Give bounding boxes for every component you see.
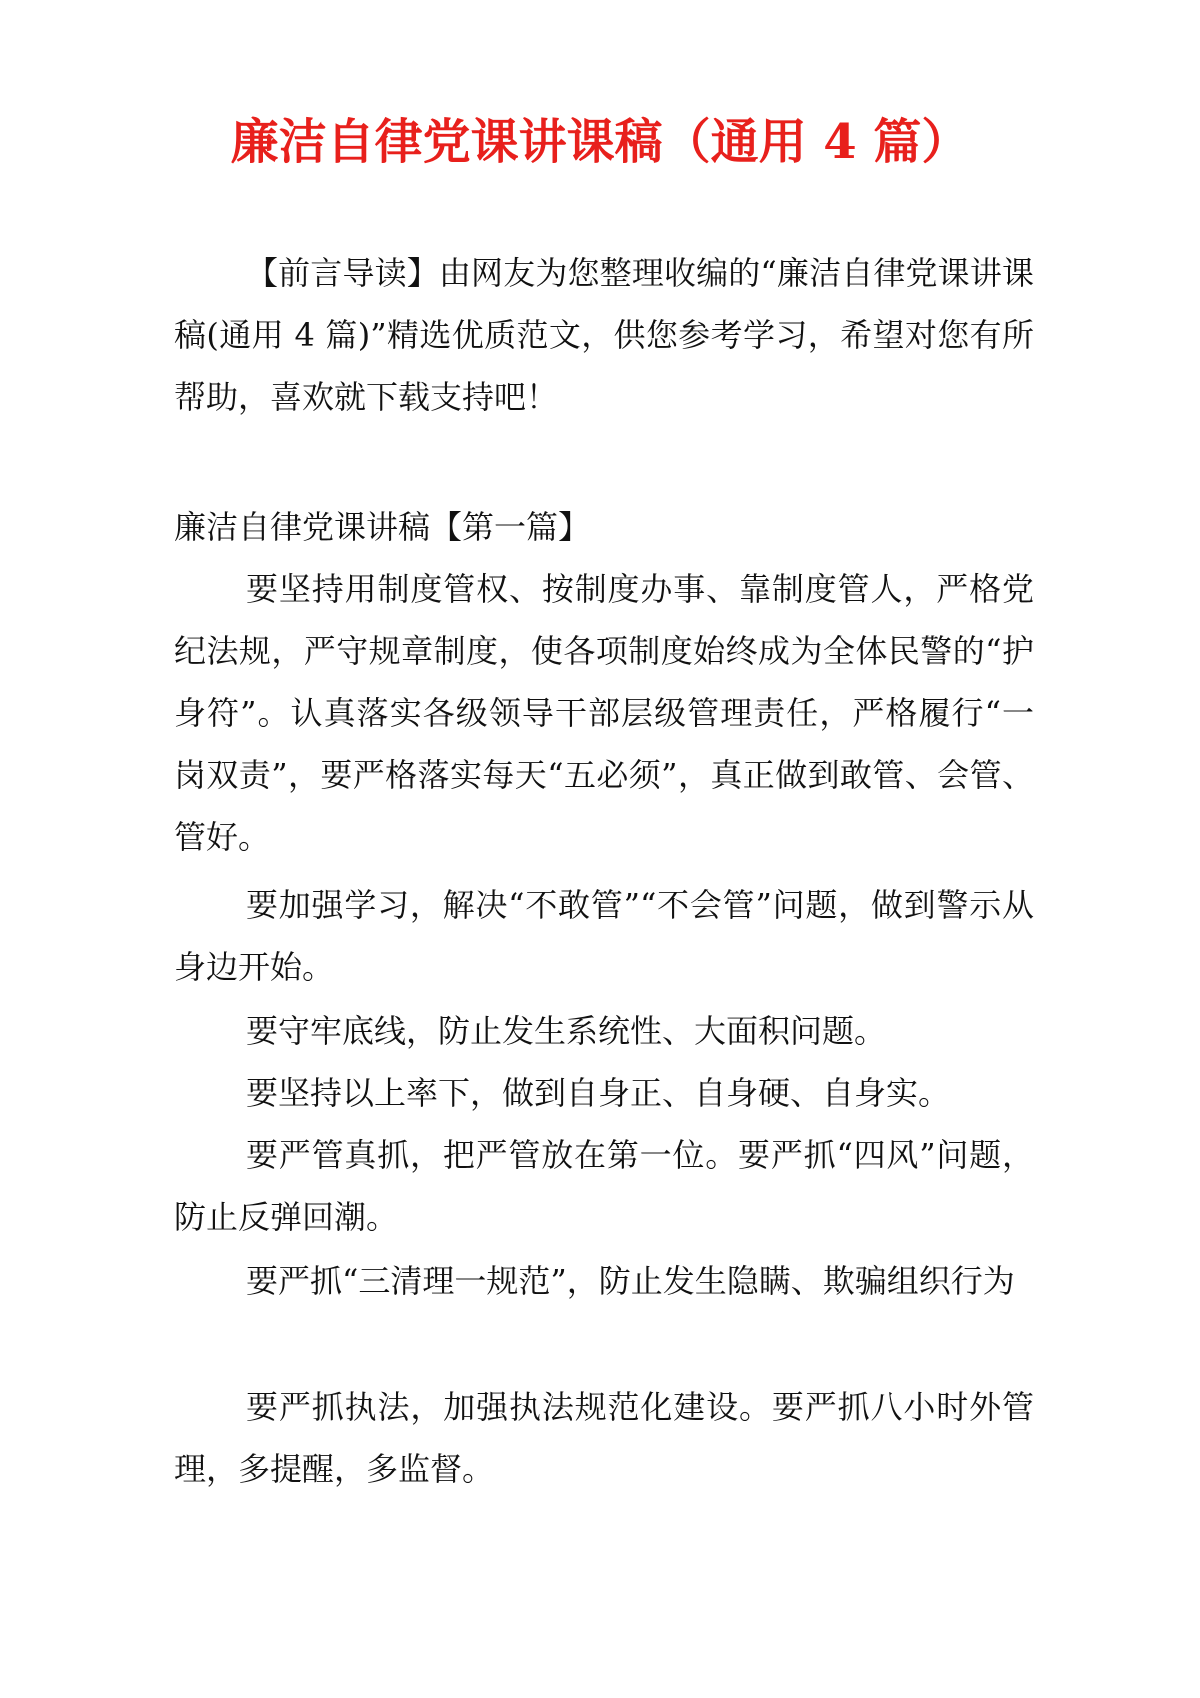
section-heading: 廉洁自律党课讲稿【第一篇】 [174,508,591,546]
body-paragraph: 要守牢底线，防止发生系统性、大面积问题。 [246,1012,887,1050]
body-paragraph: 要坚持用制度管权、按制度办事、靠制度管人，严格党纪法规，严守规章制度，使各项制度始终成为全体民警的“护身符”。认真落实各级领导干部层级管理责任，严格履行“一岗双责”，要严格落实每天“五必须”，真正做到敢管、会管、管好。 [174,570,1034,856]
body-paragraph: 要严管真抓，把严管放在第一位。要严抓“四风”问题，防止反弹回潮。 [174,1136,1034,1236]
body-paragraph: 要坚持以上率下，做到自身正、自身硬、自身实。 [246,1074,951,1112]
body-paragraph: 要严抓“三清理一规范”，防止发生隐瞒、欺骗组织行为 [246,1262,1015,1300]
body-paragraph: 要加强学习，解决“不敢管”“不会管”问题，做到警示从身边开始。 [174,886,1034,986]
document-title: 廉洁自律党课讲课稿（通用 4 篇） [230,114,970,170]
body-paragraph: 要严抓执法，加强执法规范化建设。要严抓八小时外管理，多提醒，多监督。 [174,1388,1034,1488]
intro-paragraph: 【前言导读】由网友为您整理收编的“廉洁自律党课讲课稿(通用 4 篇)”精选优质范文，供您参考学习，希望对您有所帮助，喜欢就下载支持吧！ [174,254,1034,416]
